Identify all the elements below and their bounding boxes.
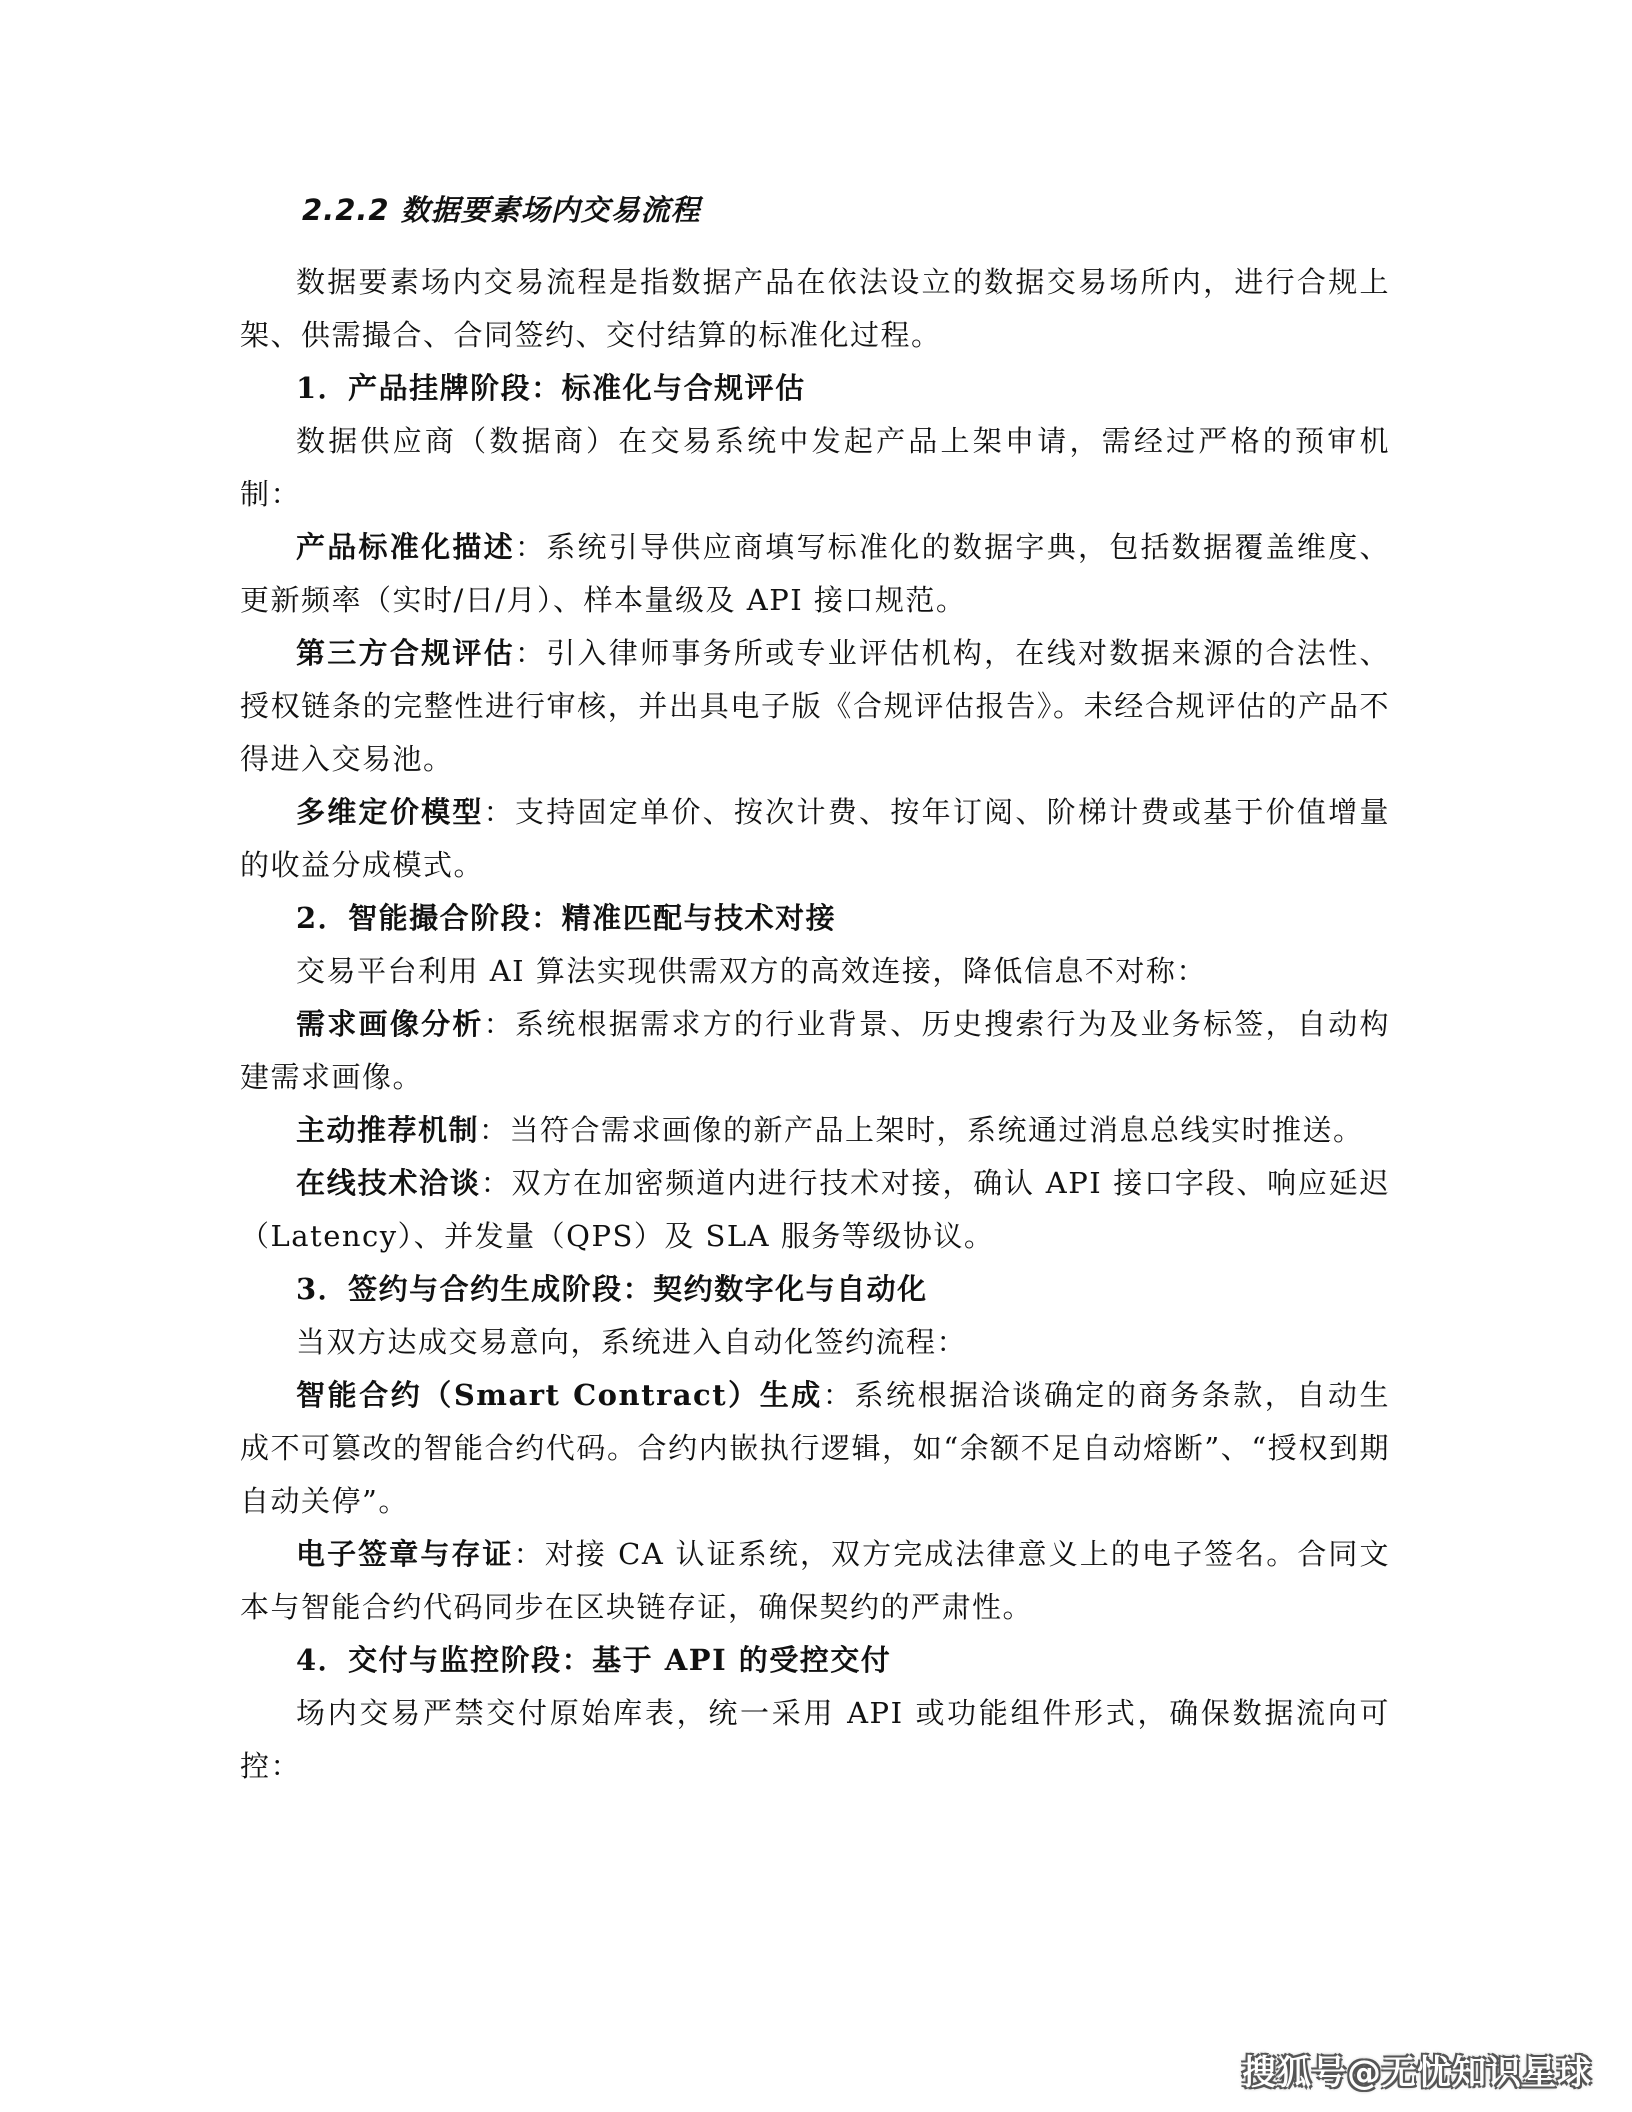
step1-item1-label: 产品标准化描述: [296, 530, 515, 564]
step2-title: 2．智能撮合阶段：精准匹配与技术对接: [296, 901, 837, 935]
step2-item2: [240, 1104, 1390, 1157]
step2-item1: [240, 998, 1390, 1104]
step1-intro: 数据供应商（数据商）在交易系统中发起产品上架申请，需经过严格的预审机制：: [240, 424, 1390, 511]
step2-item2-label: 主动推荐机制: [296, 1113, 480, 1147]
step1-item3: [240, 786, 1390, 892]
section-heading: 2.2.2 数据要素场内交易流程: [302, 193, 701, 227]
step2-item3-text: ：双方在加密频道内进行技术对接，确认 API 接口字段、响应延迟（Latency）、并发量（QPS）及 SLA 服务等级协议。: [240, 1166, 1390, 1253]
step3-title: 3．签约与合约生成阶段：契约数字化与自动化: [296, 1272, 928, 1306]
step1-item3-text: ：支持固定单价、按次计费、按年订阅、阶梯计费或基于价值增量的收益分成模式。: [240, 795, 1390, 882]
step2-intro: 交易平台利用 AI 算法实现供需双方的高效连接，降低信息不对称：: [296, 954, 1207, 988]
document-page: [240, 190, 1390, 1793]
watermark: 搜狐号@无忧知识星球: [1242, 2053, 1592, 2093]
step3-item2-text: ：对接 CA 认证系统，双方完成法律意义上的电子签名。合同文本与智能合约代码同步在区块链存证，确保契约的严肃性。: [240, 1537, 1390, 1624]
step2-item3-label: 在线技术洽谈: [296, 1166, 481, 1200]
step3-item2-label: 电子签章与存证: [296, 1537, 514, 1571]
step1-item1-text: ：系统引导供应商填写标准化的数据字典，包括数据覆盖维度、更新频率（实时/日/月）、样本量级及 API 接口规范。: [240, 530, 1390, 617]
step4-intro: 场内交易严禁交付原始库表，统一采用 API 或功能组件形式，确保数据流向可控：: [240, 1696, 1390, 1783]
step3-intro: 当双方达成交易意向，系统进入自动化签约流程：: [296, 1325, 968, 1359]
step1-item2-text: ：引入律师事务所或专业评估机构，在线对数据来源的合法性、授权链条的完整性进行审核，并出具电子版《合规评估报告》。未经合规评估的产品不得进入交易池。: [240, 636, 1390, 776]
step1-item2-label: 第三方合规评估: [296, 636, 515, 670]
step1-item1: [240, 521, 1390, 627]
step3-item1-label: 智能合约（Smart Contract）生成: [296, 1378, 823, 1412]
step1-item2: [240, 627, 1390, 786]
step2-item1-text: ：系统根据需求方的行业背景、历史搜索行为及业务标签，自动构建需求画像。: [240, 1007, 1390, 1094]
section-intro: 数据要素场内交易流程是指数据产品在依法设立的数据交易场所内，进行合规上架、供需撮合、合同签约、交付结算的标准化过程。: [240, 265, 1390, 352]
step3-item2: [240, 1528, 1390, 1634]
step2-item2-text: ：当符合需求画像的新产品上架时，系统通过消息总线实时推送。: [479, 1113, 1364, 1147]
step2-item1-label: 需求画像分析: [296, 1007, 484, 1041]
step2-item3: [240, 1157, 1390, 1263]
step3-item1-text: ：系统根据洽谈确定的商务条款，自动生成不可篡改的智能合约代码。合约内嵌执行逻辑，如“余额不足自动熔断”、“授权到期自动关停”。: [240, 1378, 1390, 1518]
step1-title: 1．产品挂牌阶段：标准化与合规评估: [296, 371, 806, 405]
step4-title: 4．交付与监控阶段：基于 API 的受控交付: [296, 1643, 892, 1677]
step3-item1: [240, 1369, 1390, 1528]
step1-item3-label: 多维定价模型: [296, 795, 484, 829]
